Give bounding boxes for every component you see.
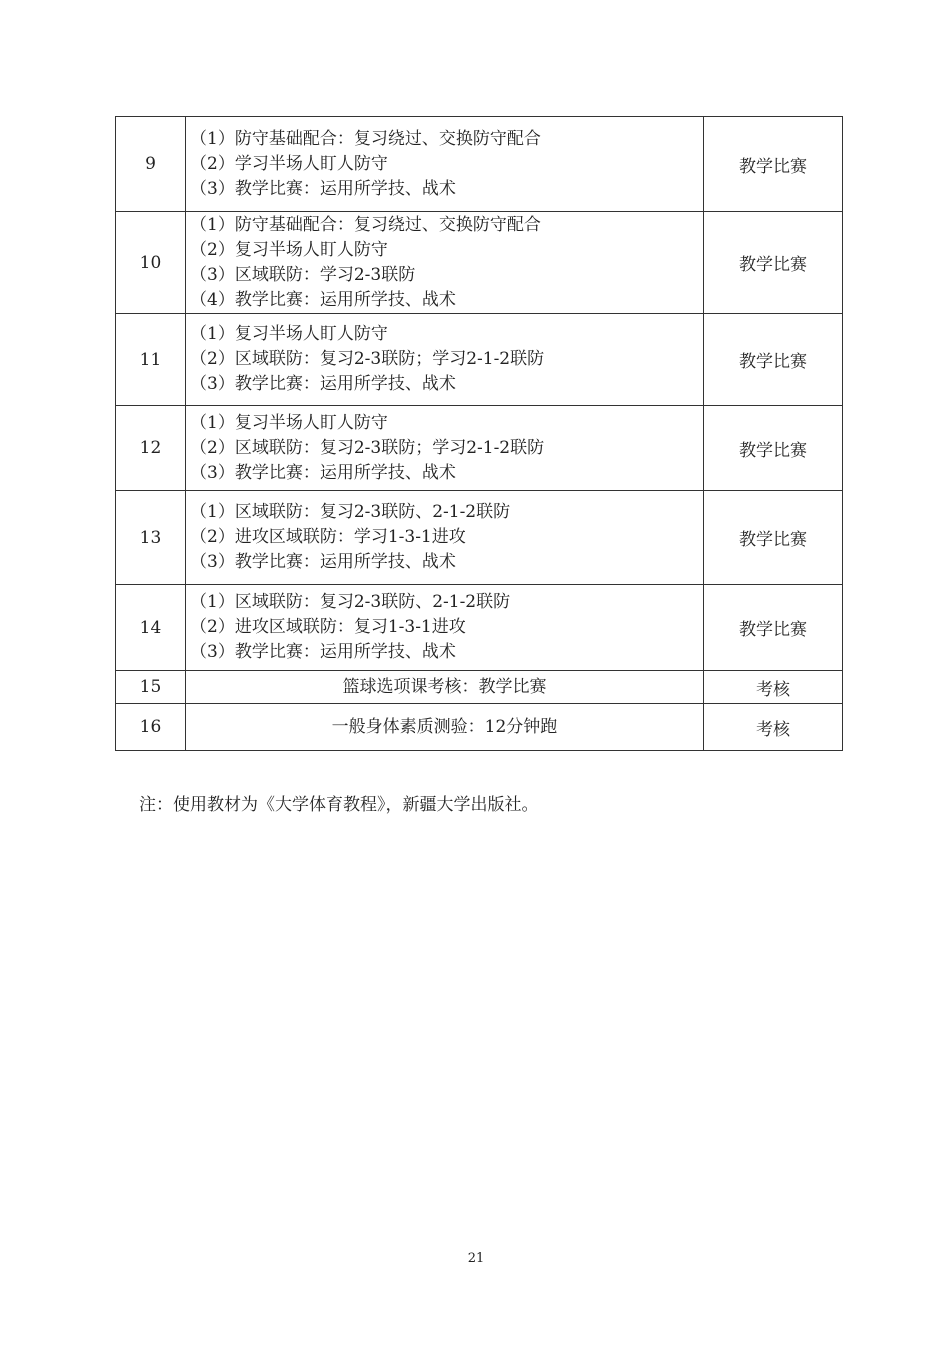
table-row: [116, 406, 843, 491]
content-cell: [186, 117, 704, 212]
week-number: 10: [116, 212, 186, 314]
content-cell: [186, 212, 704, 314]
content-item: （2）进攻区域联防：复习1-3-1进攻: [190, 617, 466, 637]
table-row: [116, 671, 843, 704]
table-row: [116, 314, 843, 406]
content-item: （2）区域联防：复习2-3联防；学习2-1-2联防: [190, 437, 545, 458]
method-cell: 教学比赛: [704, 212, 843, 314]
content-item: （1）复习半场人盯人防守: [190, 412, 388, 433]
week-number: 9: [116, 117, 186, 212]
week-number: 15: [116, 671, 186, 704]
content-item: （3）教学比赛：运用所学技、战术: [190, 374, 456, 394]
page-number: 21: [467, 1251, 485, 1266]
method-cell: 教学比赛: [704, 117, 843, 212]
schedule-table: [115, 116, 843, 751]
week-number: 11: [116, 314, 186, 406]
table-row: [116, 117, 843, 212]
method-cell: 教学比赛: [704, 314, 843, 406]
method-cell: 考核: [704, 671, 843, 704]
content-item: （4）教学比赛：运用所学技、战术: [190, 289, 456, 310]
method-cell: 教学比赛: [704, 406, 843, 491]
method-cell: 考核: [704, 704, 843, 751]
table-row: [116, 585, 843, 671]
content-cell: [186, 491, 704, 585]
content-item: （3）教学比赛：运用所学技、战术: [190, 642, 456, 662]
content-item: （1）复习半场人盯人防守: [190, 324, 388, 344]
content-item: （2）区域联防：复习2-3联防；学习2-1-2联防: [190, 349, 545, 369]
method-cell: 教学比赛: [704, 585, 843, 671]
table-row: [116, 212, 843, 314]
week-number: 13: [116, 491, 186, 585]
content-item: （3）教学比赛：运用所学技、战术: [190, 178, 456, 199]
content-item: （1）防守基础配合：复习绕过、交换防守配合: [190, 214, 541, 235]
content-item: （1）区域联防：复习2-3联防、2-1-2联防: [190, 502, 511, 522]
week-number: 12: [116, 406, 186, 491]
content-item: （2）学习半场人盯人防守: [190, 153, 388, 174]
table-row: [116, 491, 843, 585]
week-number: 14: [116, 585, 186, 671]
content-cell: 篮球选项课考核：教学比赛: [186, 671, 704, 704]
table-row: [116, 704, 843, 751]
content-item: （3）教学比赛：运用所学技、战术: [190, 552, 456, 572]
content-item: （3）教学比赛：运用所学技、战术: [190, 462, 456, 483]
content-cell: [186, 585, 704, 671]
content-cell: [186, 406, 704, 491]
content-item: （1）区域联防：复习2-3联防、2-1-2联防: [190, 592, 511, 612]
content-item: （3）区域联防：学习2-3联防: [190, 264, 416, 285]
content-item: （1）防守基础配合：复习绕过、交换防守配合: [190, 128, 541, 149]
week-number: 16: [116, 704, 186, 751]
content-item: （2）进攻区域联防：学习1-3-1进攻: [190, 527, 466, 547]
textbook-note: 注：使用教材为《大学体育教程》，新疆大学出版社。: [139, 795, 539, 815]
content-cell: [186, 314, 704, 406]
content-item: （2）复习半场人盯人防守: [190, 239, 388, 260]
method-cell: 教学比赛: [704, 491, 843, 585]
content-cell: 一般身体素质测验：12分钟跑: [186, 704, 704, 751]
